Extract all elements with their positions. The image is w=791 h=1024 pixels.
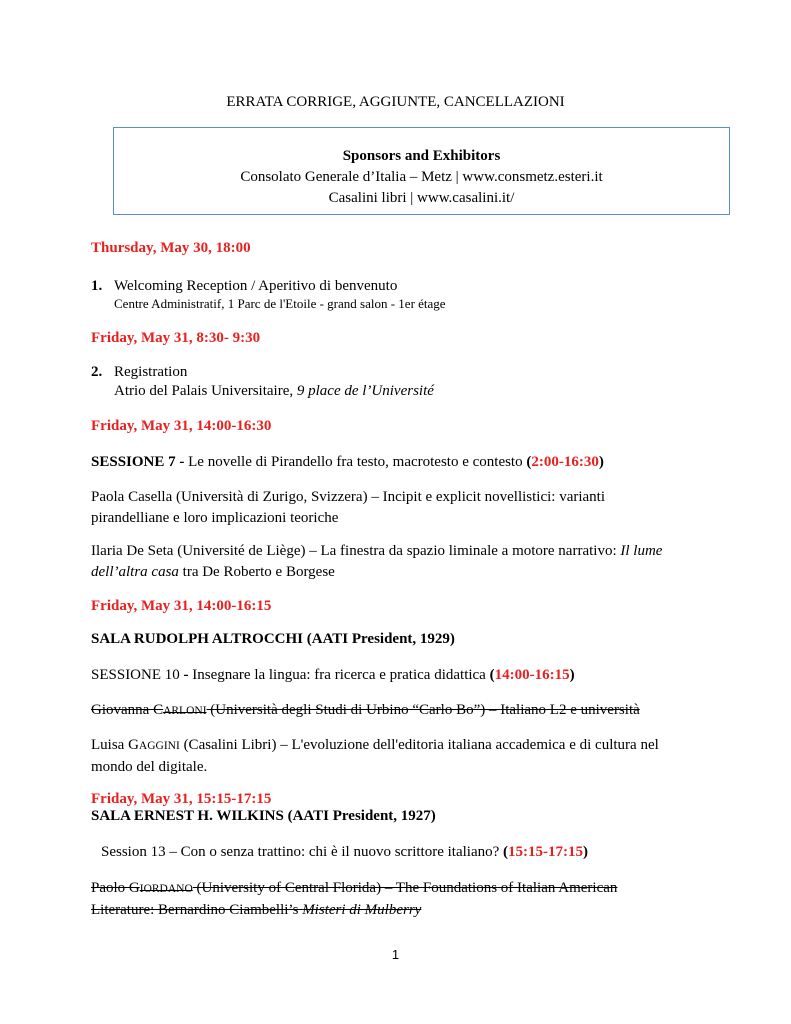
paper-title-italic: Il lume	[620, 543, 663, 559]
session-label: SESSIONE 10	[91, 667, 184, 683]
paren-open: (	[489, 667, 495, 683]
author-first: Luisa G	[91, 737, 139, 753]
session-dash: -	[183, 667, 193, 683]
sponsors-heading: Sponsors and Exhibitors	[342, 148, 501, 164]
paper-giordano-cancelled	[91, 878, 617, 921]
paren-open: (	[503, 844, 509, 860]
friday-session10-heading: Friday, May 31, 14:00-16:15	[91, 598, 272, 614]
paren-close: )	[569, 667, 575, 683]
author-smallcaps: IORDANO	[139, 883, 193, 895]
paren-close: )	[598, 454, 604, 470]
item-number: 1.	[91, 278, 103, 294]
paper-line: mondo del digitale.	[91, 759, 208, 775]
paper-rest: (University of Central Florida) – The Foundations of Italian American	[192, 880, 618, 896]
paper-line: pirandelliane e loro implicazioni teoriche	[91, 510, 339, 526]
thursday-heading: Thursday, May 30, 18:00	[91, 240, 251, 256]
session-10	[91, 665, 575, 686]
session-title: Le novelle di Pirandello fra testo, macrotesto e contesto	[188, 454, 527, 470]
session-time: 15:15-17:15	[508, 844, 584, 860]
page-title: ERRATA CORRIGE, AGGIUNTE, CANCELLAZIONI	[226, 94, 565, 110]
item-location: Centre Administratif, 1 Parc de l'Etoile - grand salon - 1er étage	[114, 296, 446, 311]
sala-wilkins: SALA ERNEST H. WILKINS (AATI President, 1927)	[91, 808, 436, 824]
sponsors-box	[113, 127, 730, 215]
author-smallcaps: AGGINI	[138, 740, 180, 752]
session-7	[91, 452, 604, 473]
paper-rest: (Università degli Studi di Urbino “Carlo Bo”) – Italiano L2 e università	[206, 702, 640, 718]
session-time: 14:00-16:15	[494, 667, 570, 683]
paper-de-seta	[91, 541, 662, 583]
location-text: Atrio del Palais Universitaire,	[114, 383, 297, 399]
session-13	[101, 842, 588, 863]
item-title: Welcoming Reception / Aperitivo di benvenuto	[114, 278, 398, 294]
item-registration	[91, 362, 187, 383]
page-number: 1	[391, 947, 400, 962]
location-address: 9 place de l’Université	[296, 383, 434, 399]
session-label: SESSIONE 7 -	[91, 454, 189, 470]
item-number: 2.	[91, 364, 103, 380]
friday-session7-heading: Friday, May 31, 14:00-16:30	[91, 418, 272, 434]
author-first: Paolo G	[91, 880, 140, 896]
session-time: 2:00-16:30	[531, 454, 599, 470]
paper-gaggini	[91, 735, 659, 778]
paren-close: )	[583, 844, 589, 860]
sala-altrocchi: SALA RUDOLPH ALTROCCHI (AATI President, 1929)	[91, 631, 455, 647]
paper-line: Paola Casella (Università di Zurigo, Svizzera) – Incipit e explicit novellistici: varianti	[91, 489, 606, 505]
paper-title-italic: Misteri di Mulberry	[302, 902, 422, 918]
session-title: Insegnare la lingua: fra ricerca e pratica didattica	[192, 667, 490, 683]
friday-session13-heading: Friday, May 31, 15:15-17:15	[91, 791, 272, 807]
author-first: Giovanna C	[91, 702, 164, 718]
sponsor-consolato: Consolato Generale d’Italia – Metz | www.consmetz.esteri.it	[240, 169, 603, 185]
session-title: Session 13 – Con o senza trattino: chi è il nuovo scrittore italiano?	[101, 844, 504, 860]
item-title: Registration	[114, 364, 188, 380]
sponsor-casalini: Casalini libri | www.casalini.it/	[328, 190, 515, 206]
paper-casella	[91, 487, 605, 529]
author-smallcaps: ARLONI	[163, 705, 207, 717]
paper-line: Ilaria De Seta (Université de Liège) – La finestra da spazio liminale a motore narrativo:	[91, 543, 621, 559]
paren-open: (	[526, 454, 532, 470]
paper-line: Literature: Bernardino Ciambelli’s	[91, 902, 303, 918]
paper-rest: (Casalini Libri) – L'evoluzione dell'editoria italiana accademica e di cultura nel	[179, 737, 659, 753]
item-location	[114, 381, 434, 402]
paper-line: tra De Roberto e Borgese	[178, 564, 335, 580]
paper-title-italic: dell’altra casa	[91, 564, 179, 580]
paper-carloni-cancelled	[91, 700, 640, 722]
friday-registration-heading: Friday, May 31, 8:30- 9:30	[91, 330, 261, 346]
